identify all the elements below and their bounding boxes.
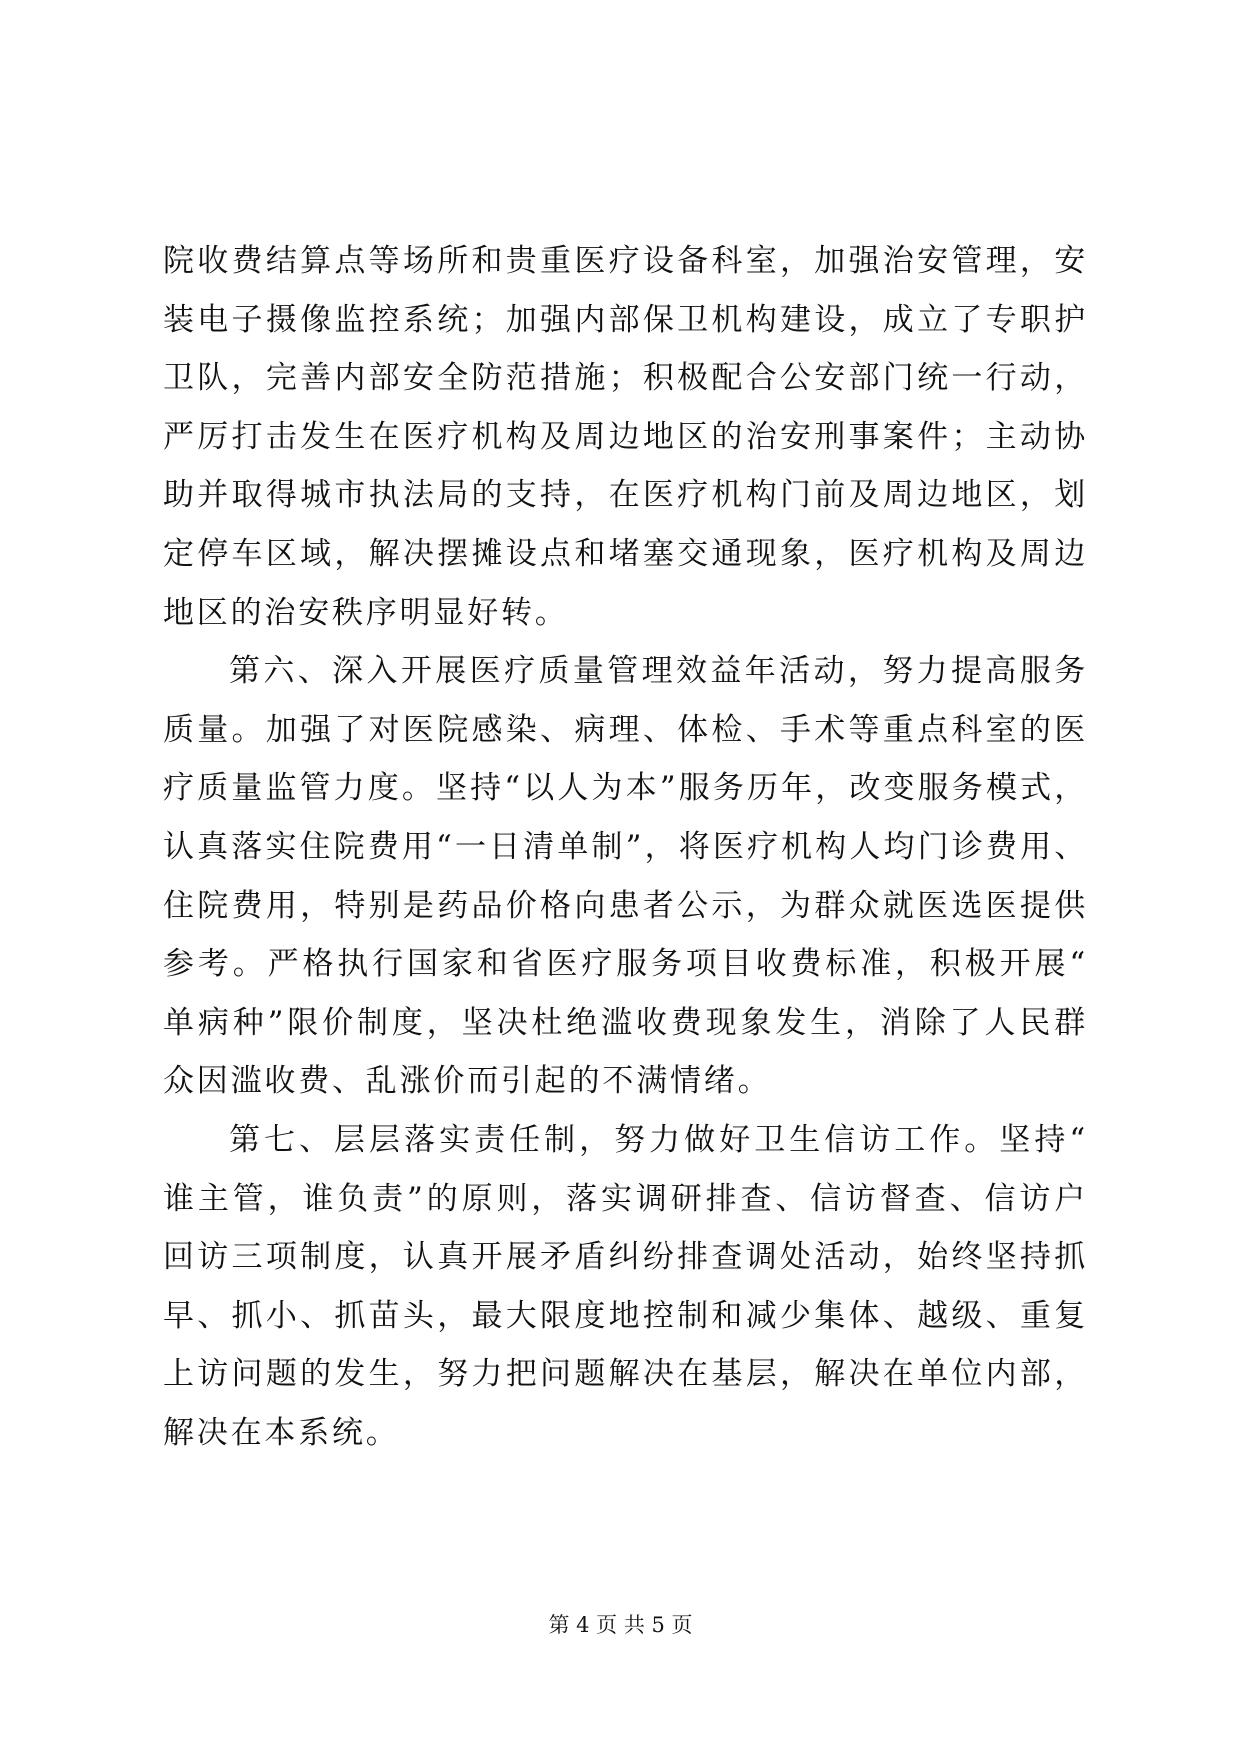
paragraph-section-six: 第六、深入开展医疗质量管理效益年活动，努力提高服务质量。加强了对医院感染、病理、体检、手术等重点科室的医疗质量监管力度。坚持“以人为本”服务历年，改变服务模式，认真落实住院费用“一日清单制”，将医疗机构人均门诊费用、住院费用，特别是药品价格向患者公示，为群众就医选医提供参考。严格执行国家和省医疗服务项目收费标准，积极开展“单病种”限价制度，坚决杜绝滥收费现象发生，消除了人民群众因滥收费、乱涨价而引起的不满情绪。 — [163, 653, 1088, 1100]
page-number-label: 第 4 页 共 5 页 — [548, 1613, 693, 1637]
document-body — [163, 232, 1088, 1552]
page-footer — [0, 1605, 1241, 1645]
paragraph-section-seven: 第七、层层落实责任制，努力做好卫生信访工作。坚持“谁主管，谁负责”的原则，落实调研排查、信访督查、信访户回访三项制度，认真开展矛盾纠纷排查调处活动，始终坚持抓早、抓小、抓苗头，最大限度地控制和减少集体、越级、重复上访问题的发生，努力把问题解决在基层，解决在单位内部，解决在本系统。 — [163, 1121, 1088, 1451]
paragraph-continued: 院收费结算点等场所和贵重医疗设备科室，加强治安管理，安装电子摄像监控系统；加强内部保卫机构建设，成立了专职护卫队，完善内部安全防范措施；积极配合公安部门统一行动，严厉打击发生在医疗机构及周边地区的治安刑事案件；主动协助并取得城市执法局的支持，在医疗机构门前及周边地区，划定停车区域，解决摆摊设点和堵塞交通现象，医疗机构及周边地区的治安秩序明显好转。 — [163, 243, 1088, 631]
